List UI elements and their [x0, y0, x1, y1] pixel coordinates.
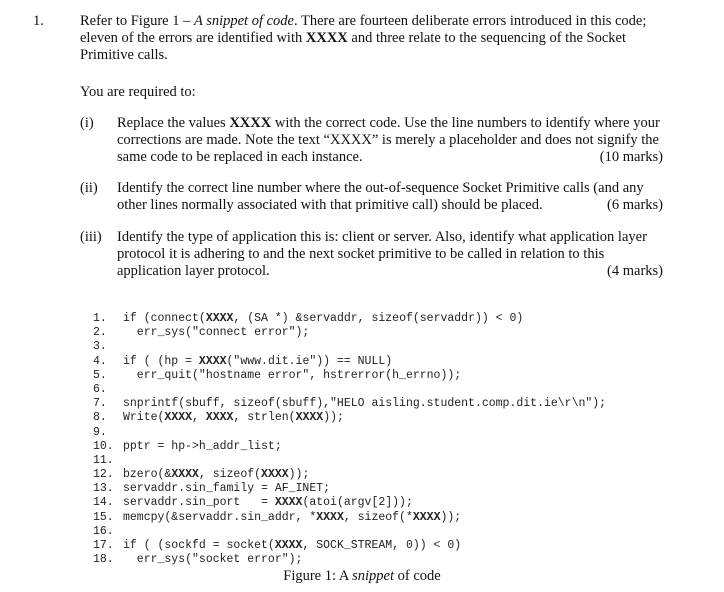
line-number: 9.	[93, 425, 107, 439]
part-iii-label: (iii)	[80, 229, 102, 245]
line-number: 18.	[93, 553, 114, 567]
code-text: err_sys("socket error");	[123, 553, 303, 567]
part-i-text-b: with the correct code. Use the line numbers to identify where your corrections are made. Note the text “XXXX” is merely a placeholder and does not signify the same code to be replaced in each instance.	[117, 115, 660, 165]
line-number: 15.	[93, 510, 114, 524]
part-ii-marks: (6 marks)	[607, 197, 663, 213]
caption-text-a: Figure 1: A	[283, 568, 353, 584]
figure-caption	[0, 568, 724, 585]
code-line	[93, 426, 606, 440]
line-number: 6.	[93, 382, 107, 396]
code-line	[93, 482, 606, 496]
code-snippet	[93, 312, 606, 567]
code-line	[93, 496, 606, 510]
question-number: 1.	[33, 13, 44, 29]
code-text: servaddr.sin_family = AF_INET;	[123, 482, 331, 496]
intro-text-a: Refer to Figure 1 –	[80, 13, 194, 29]
part-ii-text	[117, 180, 663, 214]
part-iii-marks: (4 marks)	[607, 263, 663, 279]
code-line	[93, 539, 606, 553]
code-text: bzero(&XXXX, sizeof(XXXX));	[123, 468, 310, 482]
code-text: err_quit("hostname error", hstrerror(h_errno));	[123, 368, 462, 382]
part-i-marks: (10 marks)	[599, 149, 663, 165]
part-i-text	[117, 115, 663, 166]
code-line	[93, 355, 606, 369]
code-text: snprintf(sbuff, sizeof(sbuff),"HELO aisling.student.comp.dit.ie\r\n");	[123, 397, 607, 411]
question-intro	[80, 13, 680, 64]
line-number: 8.	[93, 411, 107, 425]
part-iii-text	[117, 229, 663, 280]
line-number: 11.	[93, 453, 114, 467]
code-line	[93, 326, 606, 340]
line-number: 2.	[93, 326, 107, 340]
code-line	[93, 312, 606, 326]
code-text: if ( (sockfd = socket(XXXX, SOCK_STREAM, 0)) < 0)	[123, 539, 462, 552]
code-line	[93, 525, 606, 539]
code-line	[93, 440, 606, 454]
line-number: 1.	[93, 312, 107, 325]
part-i-placeholder: XXXX	[229, 115, 272, 131]
code-line	[93, 383, 606, 397]
line-number: 16.	[93, 524, 114, 538]
intro-text-b: . There are fourteen deliberate errors introduced in this code; eleven of the errors are identified with	[80, 13, 647, 46]
code-text: if (connect(XXXX, (SA *) &servaddr, sizeof(servaddr)) < 0)	[123, 312, 524, 325]
code-text: memcpy(&servaddr.sin_addr, *XXXX, sizeof(*XXXX));	[123, 510, 462, 524]
intro-figure-title: A snippet of code	[193, 13, 294, 29]
code-text: if ( (hp = XXXX("www.dit.ie")) == NULL)	[123, 354, 393, 368]
code-line	[93, 553, 606, 567]
part-ii-text-body: Identify the correct line number where the out-of-sequence Socket Primitive calls (and any other lines normally associated with that primitive call) should be placed.	[117, 180, 644, 213]
code-text: Write(XXXX, XXXX, strlen(XXXX));	[123, 411, 344, 425]
line-number: 14.	[93, 496, 114, 510]
line-number: 13.	[93, 482, 114, 496]
part-ii-label: (ii)	[80, 180, 98, 196]
code-text: pptr = hp->h_addr_list;	[123, 439, 282, 453]
intro-text-c: and three relate to the sequencing of the Socket Primitive calls.	[80, 30, 626, 63]
requirements-heading: You are required to:	[80, 84, 196, 100]
part-i-label: (i)	[80, 115, 94, 131]
code-text: servaddr.sin_port = XXXX(atoi(argv[2]));	[123, 496, 413, 510]
code-line	[93, 511, 606, 525]
code-line	[93, 454, 606, 468]
code-line	[93, 340, 606, 354]
code-line	[93, 411, 606, 425]
line-number: 3.	[93, 340, 107, 354]
intro-placeholder: XXXX	[305, 30, 348, 46]
line-number: 10.	[93, 439, 114, 453]
caption-text-b: of code	[394, 568, 441, 584]
code-line	[93, 369, 606, 383]
caption-emphasis: snippet	[352, 568, 395, 584]
code-line	[93, 468, 606, 482]
part-i-text-a: Replace the values	[117, 115, 230, 131]
code-line	[93, 397, 606, 411]
line-number: 17.	[93, 539, 114, 552]
line-number: 5.	[93, 368, 107, 382]
part-iii-text-body: Identify the type of application this is: client or server. Also, identify what application layer protocol it is adhering to and the next socket primitive to be called in relation to this application layer protocol.	[117, 229, 647, 279]
line-number: 12.	[93, 468, 114, 482]
code-text: err_sys("connect error");	[123, 326, 310, 340]
line-number: 4.	[93, 354, 107, 368]
line-number: 7.	[93, 397, 107, 411]
